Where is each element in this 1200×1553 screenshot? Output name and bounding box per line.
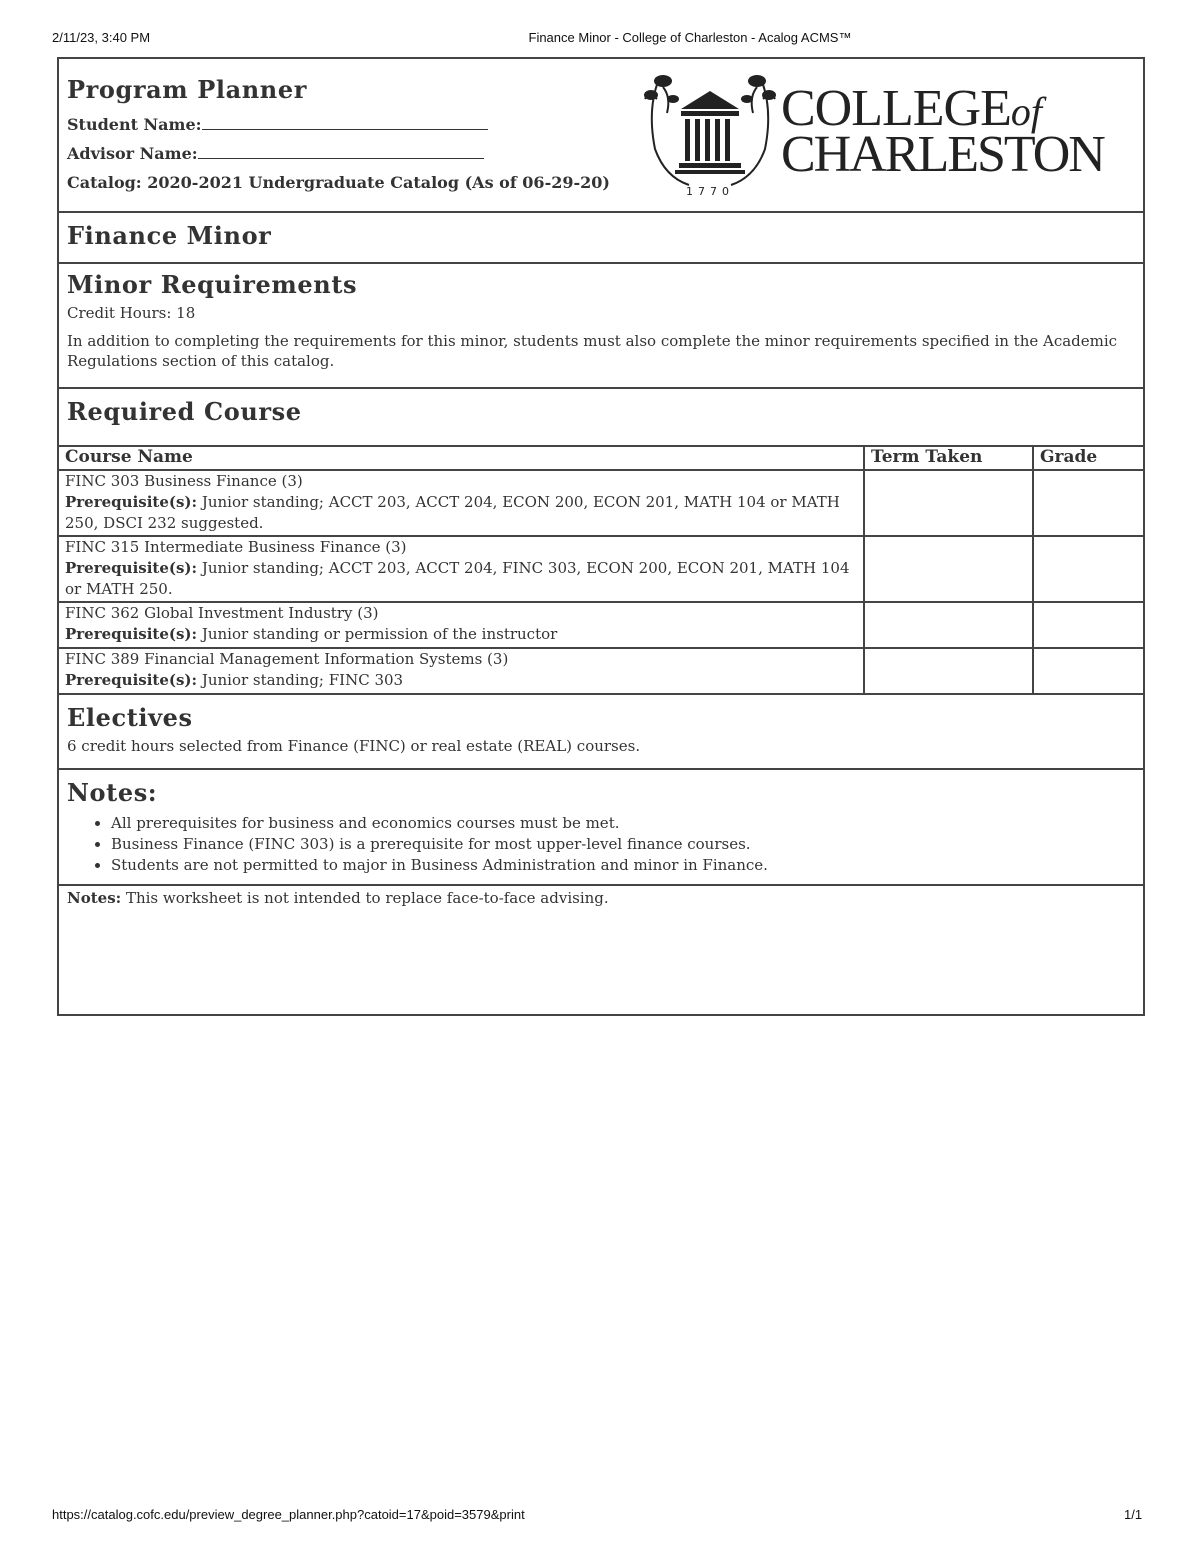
column-header-term-taken: Term Taken xyxy=(864,447,1033,470)
course-prereq: Prerequisite(s): Junior standing; ACCT 203, ACCT 204, FINC 303, ECON 200, ECON 201, MATH 104 or MATH 250. xyxy=(65,559,850,598)
course-cell xyxy=(59,536,864,602)
course-cell xyxy=(59,648,864,694)
college-seal-icon xyxy=(641,69,779,199)
page-number: 1/1 xyxy=(1124,1507,1143,1522)
column-header-grade: Grade xyxy=(1033,447,1143,470)
term-taken-cell xyxy=(864,648,1033,694)
course-name: FINC 303 Business Finance (3) xyxy=(65,472,303,490)
term-taken-cell xyxy=(864,602,1033,648)
print-page-title: Finance Minor - College of Charleston - Acalog ACMS™ xyxy=(528,30,852,45)
grade-cell xyxy=(1033,648,1143,694)
minor-requirements-section xyxy=(59,264,1143,389)
notes-list xyxy=(67,813,1135,876)
required-course-title: Required Course xyxy=(67,397,302,426)
table-row xyxy=(59,536,1143,602)
list-item: • All prerequisites for business and economics courses must be met. xyxy=(111,813,1135,834)
course-prereq: Prerequisite(s): Junior standing or permission of the instructor xyxy=(65,625,558,643)
electives-section xyxy=(59,695,1143,770)
term-taken-cell xyxy=(864,536,1033,602)
student-name-field: Student Name: xyxy=(67,110,610,139)
advisor-name-blank xyxy=(198,142,484,159)
required-course-title-section xyxy=(59,389,1143,447)
advising-note-text: This worksheet is not intended to replace face-to-face advising. xyxy=(121,889,609,907)
course-cell xyxy=(59,602,864,648)
advising-note-label: Notes: xyxy=(67,889,122,907)
column-header-course-name: Course Name xyxy=(59,447,864,470)
electives-title: Electives xyxy=(67,703,193,732)
list-item: • Students are not permitted to major in Business Administration and minor in Finance. xyxy=(111,855,1135,876)
advisor-name-field: Advisor Name: xyxy=(67,139,610,168)
program-title-section xyxy=(59,213,1143,264)
print-url: https://catalog.cofc.edu/preview_degree_planner.php?catoid=17&poid=3579&print xyxy=(52,1507,525,1522)
grade-cell xyxy=(1033,470,1143,536)
course-table xyxy=(59,447,1143,695)
course-prereq: Prerequisite(s): Junior standing; ACCT 203, ACCT 204, ECON 200, ECON 201, MATH 104 or MATH 250, DSCI 232 suggested. xyxy=(65,493,840,532)
planner-header xyxy=(59,59,1143,213)
print-datetime: 2/11/23, 3:40 PM xyxy=(52,30,151,45)
student-name-blank xyxy=(202,113,488,130)
catalog-label: Catalog: 2020-2021 Undergraduate Catalog (As of 06-29-20) xyxy=(67,173,610,192)
notes-section xyxy=(59,770,1143,886)
electives-text: 6 credit hours selected from Finance (FINC) or real estate (REAL) courses. xyxy=(67,737,641,755)
planner-title: Program Planner xyxy=(67,75,307,104)
course-name: FINC 315 Intermediate Business Finance (3) xyxy=(65,538,407,556)
program-title: Finance Minor xyxy=(67,221,272,250)
list-item: • Business Finance (FINC 303) is a prerequisite for most upper-level finance courses. xyxy=(111,834,1135,855)
grade-cell xyxy=(1033,602,1143,648)
college-logo xyxy=(641,69,1111,199)
term-taken-cell xyxy=(864,470,1033,536)
table-row xyxy=(59,470,1143,536)
table-row xyxy=(59,602,1143,648)
course-prereq: Prerequisite(s): Junior standing; FINC 303 xyxy=(65,671,404,689)
table-row xyxy=(59,648,1143,694)
college-wordmark: COLLEGEof CHARLESTON xyxy=(781,80,1104,183)
course-cell xyxy=(59,470,864,536)
credit-hours: Credit Hours: 18 xyxy=(67,304,196,322)
course-name: FINC 389 Financial Management Information Systems (3) xyxy=(65,650,509,668)
minor-requirements-description: In addition to completing the requirements for this minor, students must also complete the minor requirements specified in the Academic Regulations section of this catalog. xyxy=(67,332,1118,370)
program-planner xyxy=(57,57,1145,1016)
required-course-table-section xyxy=(59,447,1143,695)
minor-requirements-title: Minor Requirements xyxy=(67,270,358,299)
notes-title: Notes: xyxy=(67,778,158,807)
advising-note-section xyxy=(59,886,1143,1014)
logo-year: 1770 xyxy=(686,185,734,198)
grade-cell xyxy=(1033,536,1143,602)
table-header-row xyxy=(59,447,1143,470)
course-name: FINC 362 Global Investment Industry (3) xyxy=(65,604,379,622)
